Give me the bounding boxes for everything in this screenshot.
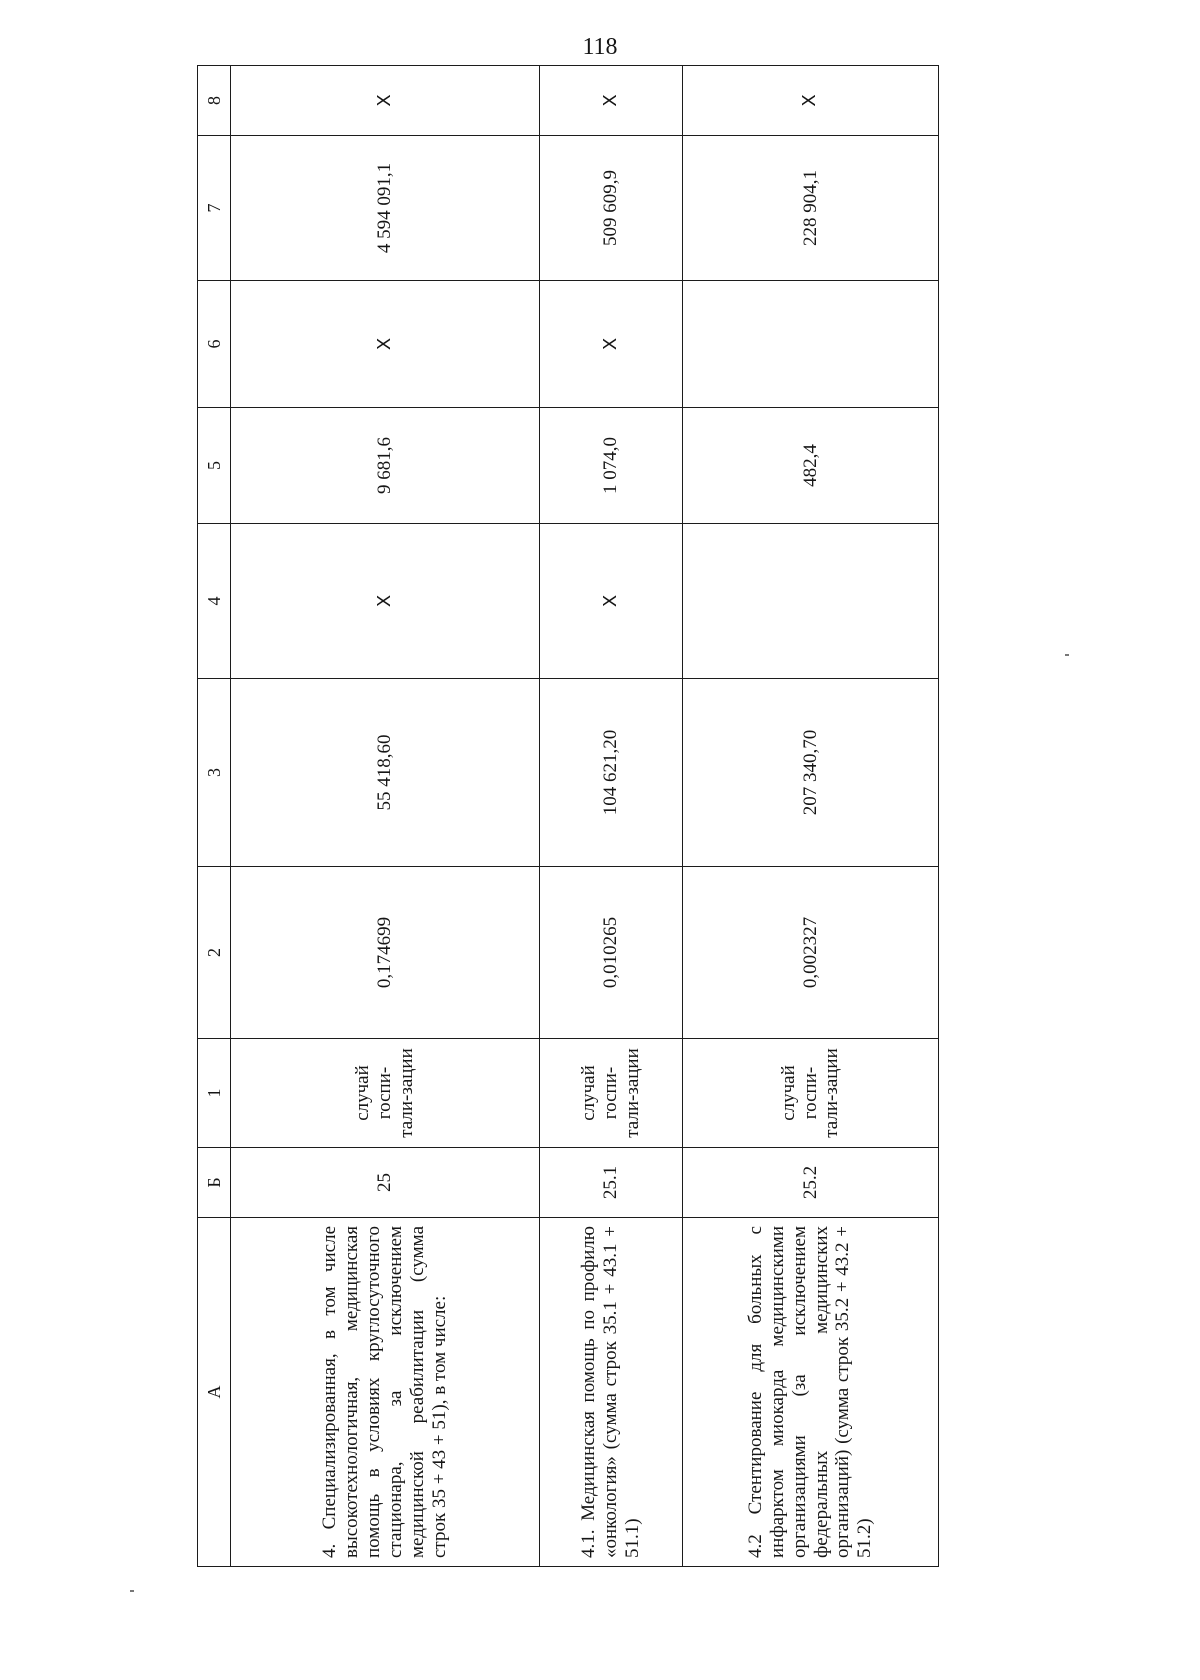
row-value-4: X xyxy=(540,524,683,679)
row-value-7: 228 904,1 xyxy=(683,136,939,281)
row-value-5: 9 681,6 xyxy=(231,408,540,524)
row-value-6 xyxy=(683,281,939,408)
header-cell-8: 8 xyxy=(198,66,231,136)
row-description: 4.1. Медицинская помощь по профилю «онкология» (сумма строк 35.1 + 43.1 + 51.1) xyxy=(540,1218,683,1567)
row-value-3: 207 340,70 xyxy=(683,679,939,867)
header-cell-4: 4 xyxy=(198,524,231,679)
header-row xyxy=(198,66,231,1567)
row-value-2: 0,010265 xyxy=(540,867,683,1039)
row-value-8: X xyxy=(683,66,939,136)
row-description: 4.2 Стентирование для больных с инфарктом миокарда медицинскими организациями (за исключением федеральных медицинских организаций) (сумма строк 35.2 + 43.2 + 51.2) xyxy=(683,1218,939,1567)
table-row xyxy=(540,66,683,1567)
header-cell-5: 5 xyxy=(198,408,231,524)
scan-speck xyxy=(1065,654,1069,656)
row-unit: случай госпи-тали-зации xyxy=(231,1039,540,1148)
row-line-number: 25 xyxy=(231,1148,540,1218)
row-value-5: 1 074,0 xyxy=(540,408,683,524)
scan-speck xyxy=(130,1590,134,1592)
row-unit: случай госпи-тали-зации xyxy=(540,1039,683,1148)
row-line-number: 25.1 xyxy=(540,1148,683,1218)
data-table xyxy=(197,65,939,1567)
header-cell-1: 1 xyxy=(198,1039,231,1148)
row-value-7: 509 609,9 xyxy=(540,136,683,281)
row-value-6: X xyxy=(231,281,540,408)
row-unit: случай госпи-тали-зации xyxy=(683,1039,939,1148)
row-value-5: 482,4 xyxy=(683,408,939,524)
header-cell-b: Б xyxy=(198,1148,231,1218)
row-value-4: X xyxy=(231,524,540,679)
row-line-number: 25.2 xyxy=(683,1148,939,1218)
header-cell-3: 3 xyxy=(198,679,231,867)
row-value-2: 0,174699 xyxy=(231,867,540,1039)
row-value-8: X xyxy=(540,66,683,136)
row-value-7: 4 594 091,1 xyxy=(231,136,540,281)
row-value-8: X xyxy=(231,66,540,136)
table-row xyxy=(683,66,939,1567)
table-row xyxy=(231,66,540,1567)
header-cell-6: 6 xyxy=(198,281,231,408)
page-number: 118 xyxy=(582,34,618,60)
row-description: 4. Специализированная, в том числе высокотехнологичная, медицинская помощь в условиях круглосуточного стационара, за исключением медицинской реабилитации (сумма строк 35 + 43 + 51), в том числе: xyxy=(231,1218,540,1567)
row-value-3: 104 621,20 xyxy=(540,679,683,867)
header-cell-7: 7 xyxy=(198,136,231,281)
header-cell-2: 2 xyxy=(198,867,231,1039)
row-value-2: 0,002327 xyxy=(683,867,939,1039)
row-value-3: 55 418,60 xyxy=(231,679,540,867)
header-cell-a: А xyxy=(198,1218,231,1567)
row-value-6: X xyxy=(540,281,683,408)
rotated-table-container xyxy=(197,94,934,1567)
row-value-4 xyxy=(683,524,939,679)
